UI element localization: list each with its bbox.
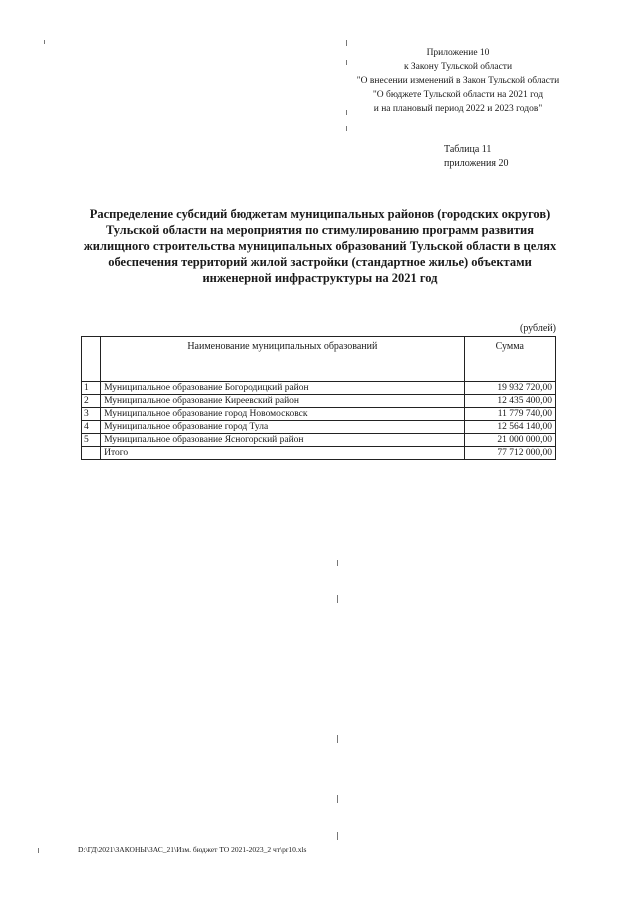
appendix-line: "О бюджете Тульской области на 2021 год (372, 90, 544, 100)
total-sum: 77 712 000,00 (464, 447, 555, 460)
row-name: Муниципальное образование Киреевский район (101, 395, 465, 408)
row-sum: 19 932 720,00 (464, 382, 555, 395)
scan-mark (337, 560, 338, 566)
appendix-line: и на плановый период 2022 и 2023 годов" (373, 104, 543, 114)
row-name: Муниципальное образование Богородицкий район (101, 382, 465, 395)
title-line: Тульской области на мероприятия по стимулированию программ развития (106, 223, 534, 237)
row-sum: 12 435 400,00 (464, 395, 555, 408)
scan-mark (346, 60, 347, 65)
table-note-line: приложения 20 (444, 158, 509, 169)
scan-mark (38, 848, 39, 853)
appendix-line: к Закону Тульской области (403, 62, 513, 72)
title-line: обеспечения территорий жилой застройки (стандартное жилье) объектами (108, 255, 532, 269)
scan-mark (346, 126, 347, 131)
table-row (82, 408, 556, 421)
scan-mark (337, 832, 338, 840)
table-total-row (82, 447, 556, 460)
appendix-line: "О внесении изменений в Закон Тульской области (356, 76, 560, 86)
table-row (82, 421, 556, 434)
row-sum: 11 779 740,00 (464, 408, 555, 421)
total-num (82, 447, 101, 460)
scan-mark (346, 110, 347, 115)
table-row (82, 382, 556, 395)
title-line: Распределение субсидий бюджетам муниципальных районов (городских округов) (89, 207, 551, 221)
file-path-footer: D:\ГД\2021\ЗАКОНЫ\ЗАС_21\Изм. бюджет ТО 2021-2023_2 чт\pr10.xls (78, 845, 307, 854)
subsidy-table (81, 336, 556, 460)
header-sum: Сумма (464, 337, 555, 382)
table-header-row (82, 337, 556, 382)
row-num: 4 (82, 421, 101, 434)
row-sum: 12 564 140,00 (464, 421, 555, 434)
total-label: Итого (101, 447, 465, 460)
row-num: 1 (82, 382, 101, 395)
scan-mark (337, 735, 338, 743)
appendix-line: Приложение 10 (426, 48, 490, 58)
row-num: 3 (82, 408, 101, 421)
scan-mark (346, 40, 347, 46)
title-line: инженерной инфраструктуры на 2021 год (202, 271, 438, 285)
table-note (444, 143, 564, 171)
header-num (82, 337, 101, 382)
scan-mark (337, 795, 338, 803)
title-line: жилищного строительства муниципальных образований Тульской области в целях (83, 239, 557, 253)
row-num: 2 (82, 395, 101, 408)
header-name: Наименование муниципальных образований (101, 337, 465, 382)
appendix-header (340, 46, 576, 116)
units-label: (рублей) (519, 323, 556, 334)
row-name: Муниципальное образование город Тула (101, 421, 465, 434)
scan-mark (44, 40, 45, 44)
table-row (82, 395, 556, 408)
row-num: 5 (82, 434, 101, 447)
table-note-line: Таблица 11 (444, 144, 492, 155)
row-name: Муниципальное образование город Новомосковск (101, 408, 465, 421)
scan-mark (337, 595, 338, 603)
table-row (82, 434, 556, 447)
document-title (70, 206, 570, 286)
row-sum: 21 000 000,00 (464, 434, 555, 447)
row-name: Муниципальное образование Ясногорский район (101, 434, 465, 447)
